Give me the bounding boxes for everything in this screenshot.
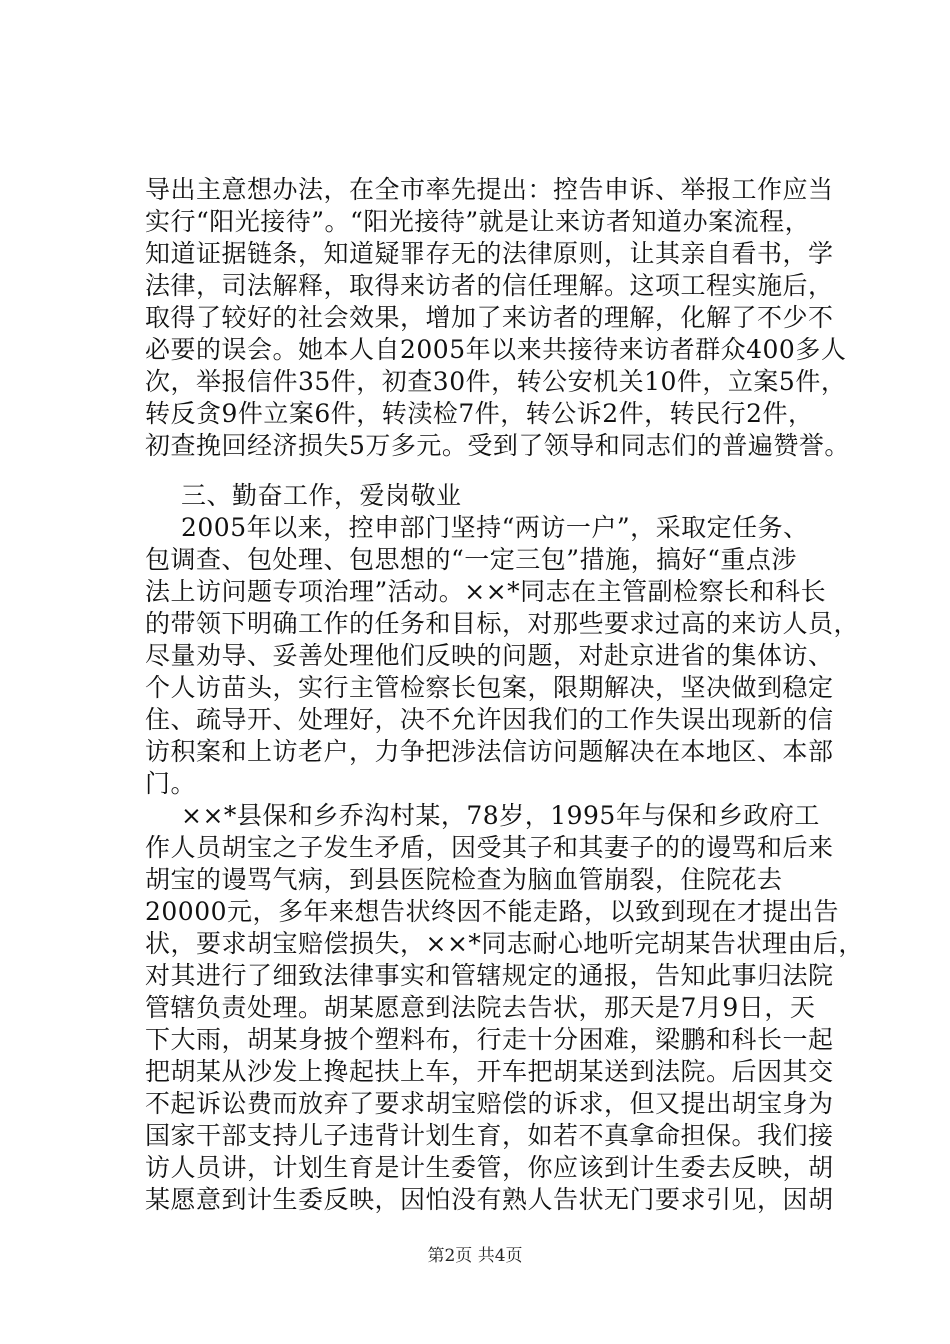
text-line: 知道证据链条，知道疑罪存无的法律原则，让其亲自看书，学: [145, 239, 834, 268]
text-line: 法律，司法解释，取得来访者的信任理解。这项工程实施后，: [145, 271, 834, 300]
text-line: 转反贪9件立案6件，转渎检7件，转公诉2件，转民行2件，: [145, 399, 814, 428]
text-line: 尽量劝导、妥善处理他们反映的问题，对赴京进省的集体访、: [145, 641, 834, 670]
text-line: 门。: [145, 769, 197, 798]
text-line: 个人访苗头，实行主管检察长包案，限期解决，坚决做到稳定: [145, 673, 834, 702]
text-line: 胡宝的谩骂气病，到县医院检查为脑血管崩裂，住院花去: [145, 865, 783, 894]
page-number: 第2页 共4页: [427, 1246, 523, 1266]
text-line: 某愿意到计生委反映，因怕没有熟人告状无门要求引见，因胡: [145, 1185, 834, 1214]
page-footer: [0, 1245, 950, 1267]
text-line: 导出主意想办法，在全市率先提出：控告申诉、举报工作应当: [145, 175, 834, 204]
text-line: ××*县保和乡乔沟村某，78岁，1995年与保和乡政府工: [181, 801, 820, 830]
text-line: 包调查、包处理、包思想的“一定三包”措施，搞好“重点涉: [145, 545, 797, 574]
text-line: 2005年以来，控申部门坚持“两访一户”，采取定任务、: [181, 513, 809, 542]
text-line: 住、疏导开、处理好，决不允许因我们的工作失误出现新的信: [145, 705, 834, 734]
text-line: 次，举报信件35件，初查30件，转公安机关10件，立案5件，: [145, 367, 847, 396]
text-line: 把胡某从沙发上搀起扶上车，开车把胡某送到法院。后因其交: [145, 1057, 834, 1086]
text-line: 国家干部支持儿子违背计划生育，如若不真拿命担保。我们接: [145, 1121, 834, 1150]
text-line: 对其进行了细致法律事实和管辖规定的通报，告知此事归法院: [145, 961, 834, 990]
text-line: 取得了较好的社会效果，增加了来访者的理解，化解了不少不: [145, 303, 834, 332]
text-line: 实行“阳光接待”。“阳光接待”就是让来访者知道办案流程，: [145, 207, 811, 236]
text-line: 初查挽回经济损失5万多元。受到了领导和同志们的普遍赞誉。: [145, 431, 850, 460]
text-line: 20000元，多年来想告状终因不能走路，以致到现在才提出告: [145, 897, 840, 926]
text-line: 下大雨，胡某身披个塑料布，行走十分困难，梁鹏和科长一起: [145, 1025, 834, 1054]
section-three: [145, 480, 865, 1216]
text-line: 状，要求胡宝赔偿损失，××*同志耐心地听完胡某告状理由后，: [145, 929, 864, 958]
text-line: 访人员讲，计划生育是计生委管，你应该到计生委去反映，胡: [145, 1153, 834, 1182]
text-line: 的带领下明确工作的任务和目标，对那些要求过高的来访人员，: [145, 609, 860, 638]
text-line: 必要的误会。她本人自2005年以来共接待来访者群众400多人: [145, 335, 847, 364]
paragraph-continued: [145, 174, 865, 462]
text-line: 访积案和上访老户，力争把涉法信访问题解决在本地区、本部: [145, 737, 834, 766]
text-line: 作人员胡宝之子发生矛盾，因受其子和其妻子的的谩骂和后来: [145, 833, 834, 862]
text-line: 法上访问题专项治理”活动。××*同志在主管副检察长和科长: [145, 577, 827, 606]
section-heading: 三、勤奋工作，爱岗敬业: [181, 481, 462, 510]
text-line: 不起诉讼费而放弃了要求胡宝赔偿的诉求，但又提出胡宝身为: [145, 1089, 834, 1118]
text-line: 管辖负责处理。胡某愿意到法院去告状，那天是7月9日，天: [145, 993, 816, 1022]
